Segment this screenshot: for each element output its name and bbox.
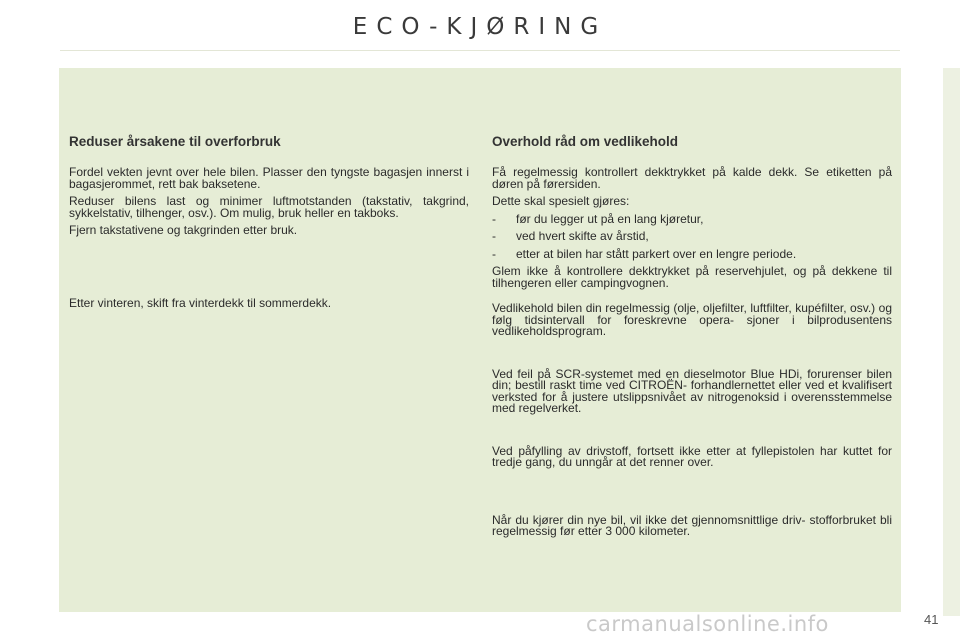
- bullet-marker: -: [492, 246, 496, 261]
- right-paragraph-4: Vedlikehold bilen din regelmessig (olje, oljefilter, luftfilter, kupéfilter, osv.) og følg tidsintervall for foreskrevne opera- sjoner i bilprodusentens vedlikeholdsprogram.: [492, 301, 892, 338]
- bullet-list: [492, 211, 892, 261]
- left-paragraph-1: Fordel vekten jevnt over hele bilen. Plasser den tyngste bagasjen innerst i bagasjerommet, rett bak baksetene.: [69, 165, 469, 191]
- right-paragraph-1: Få regelmessig kontrollert dekktrykket på kalde dekk. Se etiketten på døren på førersiden.: [492, 165, 892, 191]
- left-column: [69, 134, 469, 315]
- list-item: [492, 231, 892, 243]
- right-paragraph-7: Når du kjører din nye bil, vil ikke det gjennomsnittlige driv- stofforbruket bli regelmessig før etter 3 000 kilometer.: [492, 512, 892, 538]
- right-paragraph-5: Ved feil på SCR-systemet med en dieselmotor Blue HDi, forurenser bilen din; bestill raskt time ved CITROËN- forhandlernettet eller ved et kvalifisert verksted for å justere utslippsnivået av nitrogenoksid i overensstemmelse med regelverket.: [492, 366, 892, 415]
- watermark: carmanualsonline.info: [586, 612, 829, 636]
- list-item: [492, 211, 892, 226]
- left-paragraph-3: Fjern takstativene og takgrinden etter bruk.: [69, 223, 298, 237]
- bullet-text: etter at bilen har stått parkert over en lengre periode.: [516, 246, 797, 261]
- page-number: 41: [924, 612, 939, 627]
- bullet-text: før du legger ut på en lang kjøretur,: [516, 211, 704, 226]
- bullet-text: ved hvert skifte av årstid,: [516, 229, 649, 243]
- title-divider: [60, 50, 900, 51]
- left-paragraph-2: Reduser bilens last og minimer luftmotstanden (takstativ, takgrind, sykkelstativ, tilhenger, osv.). Om mulig, bruk heller en takboks.: [69, 194, 469, 220]
- page-title: ECO-KJØRING: [352, 14, 608, 40]
- right-paragraph-2: Dette skal spesielt gjøres:: [492, 194, 630, 208]
- right-column: [492, 134, 892, 544]
- left-paragraph-4: Etter vinteren, skift fra vinterdekk til sommerdekk.: [69, 295, 332, 310]
- content-panel: [59, 68, 901, 612]
- right-paragraph-3: Glem ikke å kontrollere dekktrykket på reservehjulet, og på dekkene til tilhengeren eller campingvognen.: [492, 264, 892, 290]
- right-heading: Overhold råd om vedlikehold: [492, 134, 679, 149]
- right-paragraph-6: Ved påfylling av drivstoff, fortsett ikke etter at fyllepistolen har kuttet for tredje gang, du unngår at det renner over.: [492, 443, 892, 469]
- left-heading: Reduser årsakene til overforbruk: [69, 134, 281, 149]
- bullet-marker: -: [492, 211, 496, 226]
- list-item: [492, 246, 892, 261]
- side-tab-strip: [943, 68, 960, 616]
- bullet-marker: -: [492, 229, 496, 243]
